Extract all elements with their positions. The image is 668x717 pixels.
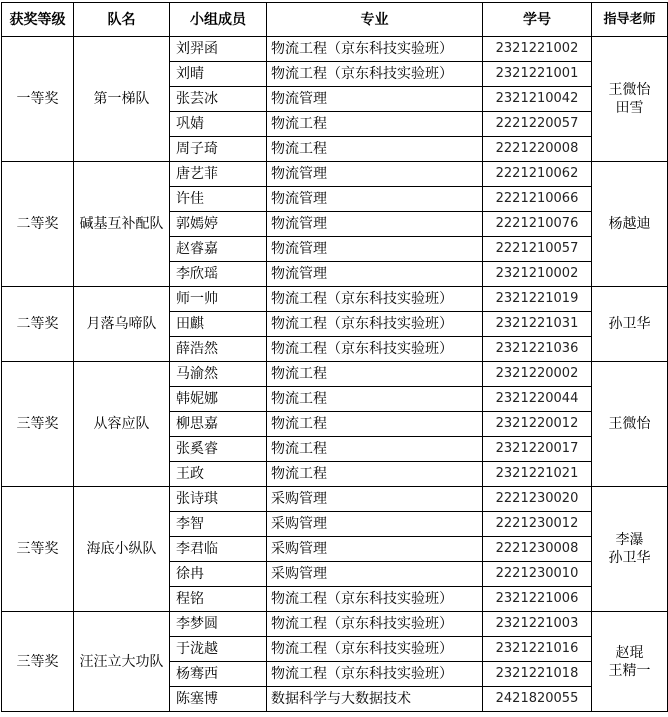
member-major: 物流工程 [267,112,483,137]
member-major: 物流管理 [267,212,483,237]
member-name: 马渝然 [170,362,267,387]
award-level: 三等奖 [2,362,74,487]
award-level: 二等奖 [2,287,74,362]
member-major: 物流工程（京东科技实验班） [267,312,483,337]
member-student-id: 2321221003 [483,612,592,637]
team-name: 月落乌啼队 [74,287,170,362]
member-student-id: 2221220008 [483,137,592,162]
advisor-name: 李瀑 孙卫华 [592,487,668,612]
member-name: 于泷越 [170,637,267,662]
member-name: 赵睿嘉 [170,237,267,262]
advisor-name: 赵琨 王精一 [592,612,668,712]
member-name: 徐冉 [170,562,267,587]
member-student-id: 2321210002 [483,262,592,287]
member-major: 物流工程（京东科技实验班） [267,287,483,312]
member-major: 物流工程（京东科技实验班） [267,612,483,637]
member-name: 李梦圆 [170,612,267,637]
table-body [2,37,668,712]
member-student-id: 2321220002 [483,362,592,387]
member-student-id: 2321221002 [483,37,592,62]
member-student-id: 2221210057 [483,237,592,262]
member-name: 许佳 [170,187,267,212]
member-student-id: 2321221036 [483,337,592,362]
team-name: 碱基互补配队 [74,162,170,287]
member-student-id: 2321220044 [483,387,592,412]
table-row [2,162,668,187]
member-student-id: 2321220017 [483,437,592,462]
member-name: 巩婧 [170,112,267,137]
award-level: 三等奖 [2,487,74,612]
member-student-id: 2321220012 [483,412,592,437]
member-major: 采购管理 [267,562,483,587]
member-name: 陈塞博 [170,687,267,712]
member-student-id: 2221230020 [483,487,592,512]
member-major: 物流管理 [267,87,483,112]
member-student-id: 2221220057 [483,112,592,137]
member-major: 采购管理 [267,487,483,512]
member-major: 物流工程 [267,412,483,437]
header-major: 专业 [267,3,483,37]
member-name: 唐艺菲 [170,162,267,187]
member-student-id: 2321221019 [483,287,592,312]
member-name: 刘晴 [170,62,267,87]
member-major: 物流工程（京东科技实验班） [267,37,483,62]
team-name: 第一梯队 [74,37,170,162]
member-student-id: 2221230008 [483,537,592,562]
award-level: 三等奖 [2,612,74,712]
member-major: 物流工程 [267,387,483,412]
member-student-id: 2221210066 [483,187,592,212]
member-student-id: 2221230010 [483,562,592,587]
team-name: 汪汪立大功队 [74,612,170,712]
table-row [2,362,668,387]
member-name: 师一帅 [170,287,267,312]
header-student-id: 学号 [483,3,592,37]
member-name: 薛浩然 [170,337,267,362]
member-major: 物流工程（京东科技实验班） [267,662,483,687]
member-major: 物流工程（京东科技实验班） [267,637,483,662]
member-name: 王政 [170,462,267,487]
member-major: 采购管理 [267,537,483,562]
header-award: 获奖等级 [2,3,74,37]
member-major: 物流工程（京东科技实验班） [267,62,483,87]
header-team: 队名 [74,3,170,37]
member-name: 张芸冰 [170,87,267,112]
team-name: 从容应队 [74,362,170,487]
member-student-id: 2221230012 [483,512,592,537]
member-major: 物流工程（京东科技实验班） [267,337,483,362]
member-name: 程铭 [170,587,267,612]
header-members: 小组成员 [170,3,267,37]
member-name: 郭嫣婷 [170,212,267,237]
member-name: 李欣瑶 [170,262,267,287]
award-level: 二等奖 [2,162,74,287]
advisor-name: 孙卫华 [592,287,668,362]
table-row [2,612,668,637]
member-name: 张诗琪 [170,487,267,512]
member-major: 物流工程 [267,137,483,162]
table-row [2,487,668,512]
advisor-name: 王微怡 [592,362,668,487]
header-row [2,3,668,37]
advisor-name: 杨越迪 [592,162,668,287]
member-major: 物流工程 [267,362,483,387]
member-major: 物流工程 [267,462,483,487]
member-name: 韩妮娜 [170,387,267,412]
member-major: 物流工程 [267,437,483,462]
member-student-id: 2321210042 [483,87,592,112]
member-major: 物流管理 [267,162,483,187]
member-student-id: 2321221006 [483,587,592,612]
member-major: 物流管理 [267,187,483,212]
member-student-id: 2321221016 [483,637,592,662]
member-student-id: 2321221031 [483,312,592,337]
member-name: 柳思嘉 [170,412,267,437]
table-row [2,287,668,312]
member-student-id: 2321221001 [483,62,592,87]
member-name: 刘羿函 [170,37,267,62]
member-student-id: 2421820055 [483,687,592,712]
member-student-id: 2221210076 [483,212,592,237]
member-major: 采购管理 [267,512,483,537]
advisor-name: 王微怡 田雪 [592,37,668,162]
member-name: 田麒 [170,312,267,337]
member-student-id: 2221210062 [483,162,592,187]
member-name: 李智 [170,512,267,537]
member-name: 杨骞西 [170,662,267,687]
table-row [2,37,668,62]
awards-table [1,2,668,712]
team-name: 海底小纵队 [74,487,170,612]
member-major: 数据科学与大数据技术 [267,687,483,712]
member-major: 物流管理 [267,237,483,262]
member-major: 物流工程（京东科技实验班） [267,587,483,612]
member-student-id: 2321221021 [483,462,592,487]
member-name: 张奚睿 [170,437,267,462]
member-major: 物流管理 [267,262,483,287]
header-advisor: 指导老师 [592,3,668,37]
member-student-id: 2321221018 [483,662,592,687]
member-name: 周子琦 [170,137,267,162]
award-level: 一等奖 [2,37,74,162]
member-name: 李君临 [170,537,267,562]
